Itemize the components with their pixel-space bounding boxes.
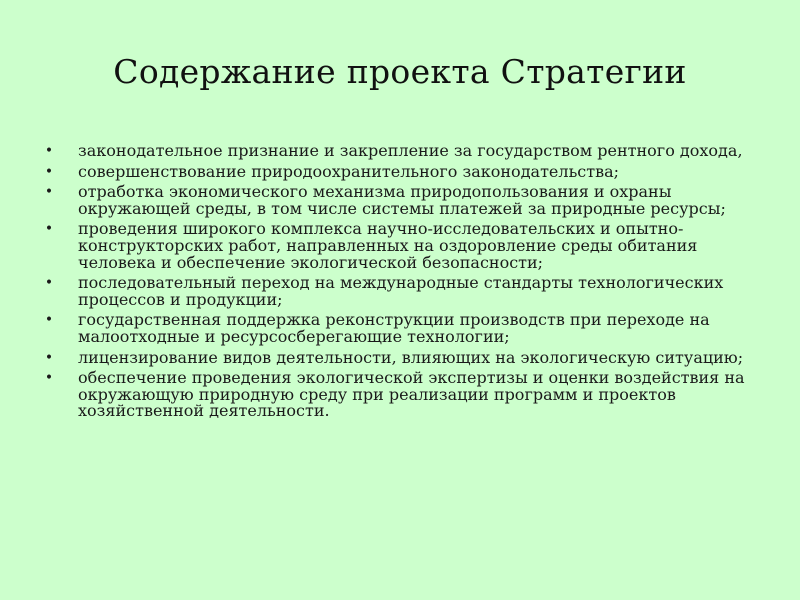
bullet-icon: • <box>44 370 54 387</box>
list-item-text: лицензирование видов деятельности, влияющих на экологическую ситуацию; <box>78 347 744 367</box>
list-item <box>44 370 754 420</box>
list-item-text: совершенствование природоохранительного законодательства; <box>78 161 620 181</box>
list-item-text: последовательный переход на международные стандарты технологических процессов и продукции; <box>78 273 724 309</box>
bullet-icon: • <box>44 312 54 329</box>
slide-title: Содержание проекта Стратегии <box>113 52 687 91</box>
list-item <box>44 161 754 181</box>
list-item-text: государственная поддержка реконструкции производств при переходе на малоотходные и ресурсосберегающие технологии; <box>78 310 710 346</box>
list-item <box>44 143 754 160</box>
list-item <box>44 184 754 217</box>
list-item-text: законодательное признание и закрепление за государством рентного дохода, <box>78 141 743 160</box>
list-item-text: проведения широкого комплекса научно-исследовательских и опытно-конструкторских работ, направленных на оздоровление среды обитания человека и обеспечение экологической безопасности; <box>78 219 698 272</box>
bullet-icon: • <box>44 163 54 180</box>
bullet-icon: • <box>44 143 54 159</box>
bullet-icon: • <box>44 349 54 366</box>
bullet-icon: • <box>44 221 54 238</box>
list-item <box>44 275 754 308</box>
list-item-text: обеспечение проведения экологической экспертизы и оценки воздействия на окружающую природную среду при реализации программ и проектов хозяйственной деятельности. <box>78 368 745 421</box>
list-item <box>44 221 754 271</box>
list-item <box>44 312 754 345</box>
list-item-text: отработка экономического механизма природопользования и охраны окружающей среды, в том числе системы платежей за природные ресурсы; <box>78 182 726 218</box>
list-item <box>44 347 754 367</box>
bullet-list <box>44 143 754 424</box>
bullet-icon: • <box>44 184 54 201</box>
bullet-icon: • <box>44 275 54 292</box>
